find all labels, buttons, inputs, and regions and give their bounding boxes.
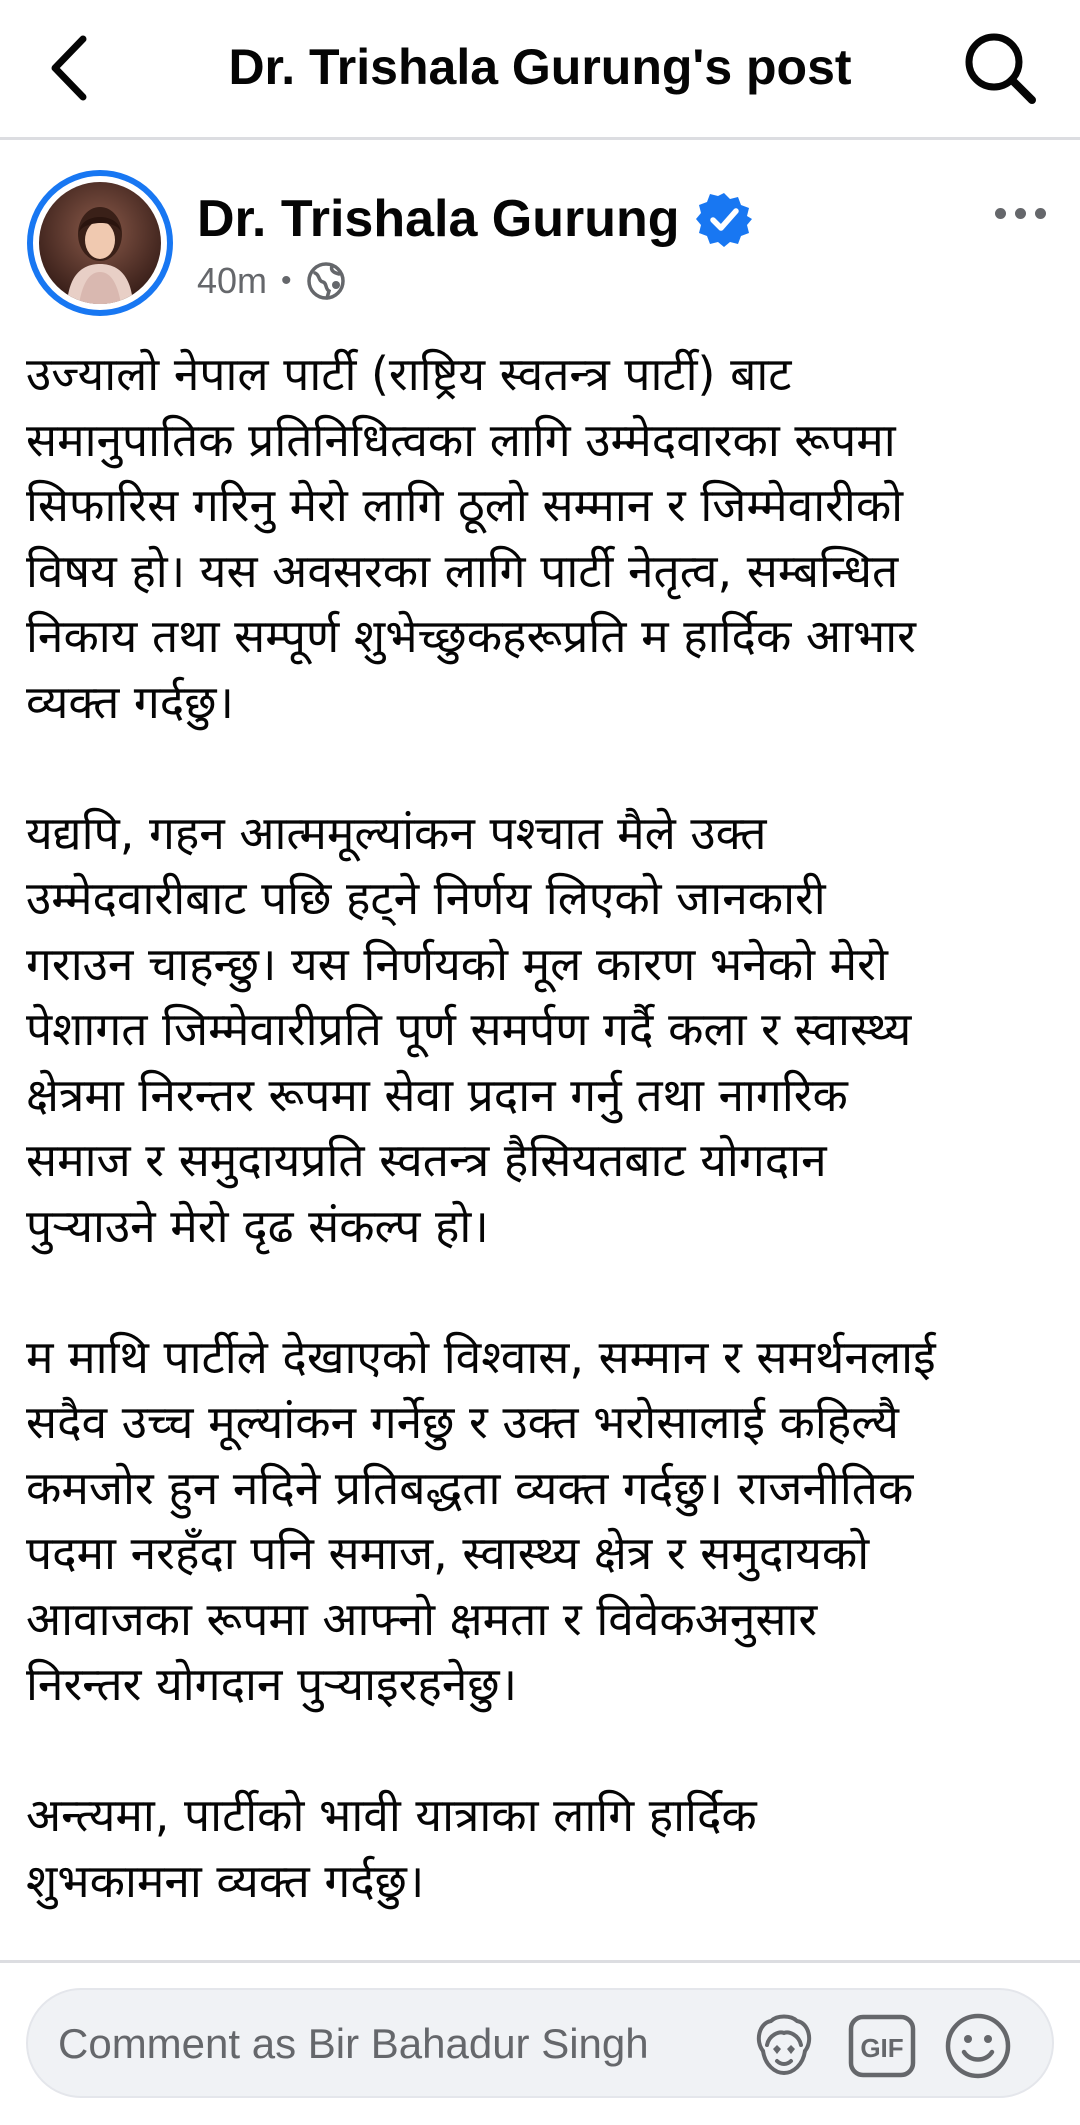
search-icon [962, 30, 1038, 106]
post-paragraph [26, 1783, 1066, 1914]
avatar-sticker-icon [749, 2011, 819, 2081]
author-row [197, 182, 752, 256]
avatar[interactable] [27, 170, 173, 316]
post-text-line: समाज र समुदायप्रति स्वतन्त्र हैसियतबाट योगदान [26, 1133, 827, 1187]
post-timestamp[interactable]: 40m [197, 260, 268, 301]
post-text-line: पुऱ्याउने मेरो दृढ संकल्प हो। [26, 1198, 489, 1253]
post-text-line: सिफारिस गरिनु मेरो लागि ठूलो सम्मान र जिम्मेवारीको [26, 478, 904, 532]
post-body [26, 342, 1066, 1914]
post-text-line: विषय हो। यस अवसरका लागि पार्टी नेतृत्व, सम्बन्धित [26, 543, 899, 598]
gif-button[interactable] [846, 2010, 918, 2082]
post-text-line: शुभकामना व्यक्त गर्दछु। [26, 1853, 425, 1908]
profile-photo [39, 182, 161, 304]
comment-input[interactable] [56, 1990, 740, 2098]
avatar-sticker-button[interactable] [748, 2010, 820, 2082]
post-paragraph [26, 342, 1066, 735]
comment-composer [26, 1988, 1054, 2098]
back-button[interactable] [38, 28, 100, 108]
post-text-line: कमजोर हुन नदिने प्रतिबद्धता व्यक्त गर्दछु। राजनीतिक [26, 1460, 914, 1515]
more-horizontal-icon [995, 208, 1006, 219]
post-text-line: सदैव उच्च मूल्यांकन गर्नेछु र उक्त भरोसालाई कहिल्यै [26, 1395, 899, 1449]
post-text-line: निरन्तर योगदान पुऱ्याइरहनेछु। [26, 1657, 518, 1711]
post-text-line: समानुपातिक प्रतिनिधित्वका लागि उम्मेदवारका रूपमा [26, 412, 896, 467]
post-meta [197, 256, 346, 306]
post-paragraph [26, 1325, 1066, 1718]
post-text-line: यद्यपि, गहन आत्ममूल्यांकन पश्चात मैले उक्त [26, 805, 767, 860]
svg-text:GIF: GIF [860, 2033, 904, 2063]
search-button[interactable] [960, 28, 1040, 108]
more-options-button[interactable] [982, 188, 1058, 238]
gif-icon [848, 2014, 916, 2078]
author-name[interactable]: Dr. Trishala Gurung [197, 190, 680, 248]
post-text-line: व्यक्त गर्दछु। [26, 674, 234, 729]
divider [0, 1960, 1080, 1963]
post-text-line: निकाय तथा सम्पूर्ण शुभेच्छुकहरूप्रति म हार्दिक आभार [26, 609, 916, 663]
post-text-line: अन्त्यमा, पार्टीको भावी यात्राका लागि हार्दिक [26, 1788, 757, 1842]
post-text-line: पेशागत जिम्मेवारीप्रति पूर्ण समर्पण गर्दै कला र स्वास्थ्य [26, 1002, 912, 1056]
verified-badge-icon [696, 191, 752, 247]
post-paragraph [26, 801, 1066, 1260]
emoji-icon [944, 2012, 1012, 2080]
globe-icon [306, 261, 346, 301]
page-title: Dr. Trishala Gurung's post [228, 39, 852, 95]
post-text-line: उज्यालो नेपाल पार्टी (राष्ट्रिय स्वतन्त्र पार्टी) बाट [26, 347, 792, 401]
post-text-line: क्षेत्रमा निरन्तर रूपमा सेवा प्रदान गर्नु तथा नागरिक [26, 1067, 848, 1122]
post-text-line: गराउन चाहन्छु। यस निर्णयको मूल कारण भनेको मेरो [26, 936, 888, 991]
meta-separator: • [281, 264, 292, 297]
top-app-bar [0, 0, 1080, 140]
post-text-line: म माथि पार्टीले देखाएको विश्वास, सम्मान र समर्थनलाई [26, 1329, 936, 1384]
post-text-line: पदमा नरहँदा पनि समाज, स्वास्थ्य क्षेत्र र समुदायको [26, 1526, 870, 1580]
post-text-line: उम्मेदवारीबाट पछि हट्ने निर्णय लिएको जानकारी [26, 871, 826, 925]
chevron-left-icon [49, 35, 89, 101]
emoji-button[interactable] [942, 2010, 1014, 2082]
post-text-line: आवाजका रूपमा आफ्नो क्षमता र विवेकअनुसार [26, 1591, 818, 1646]
